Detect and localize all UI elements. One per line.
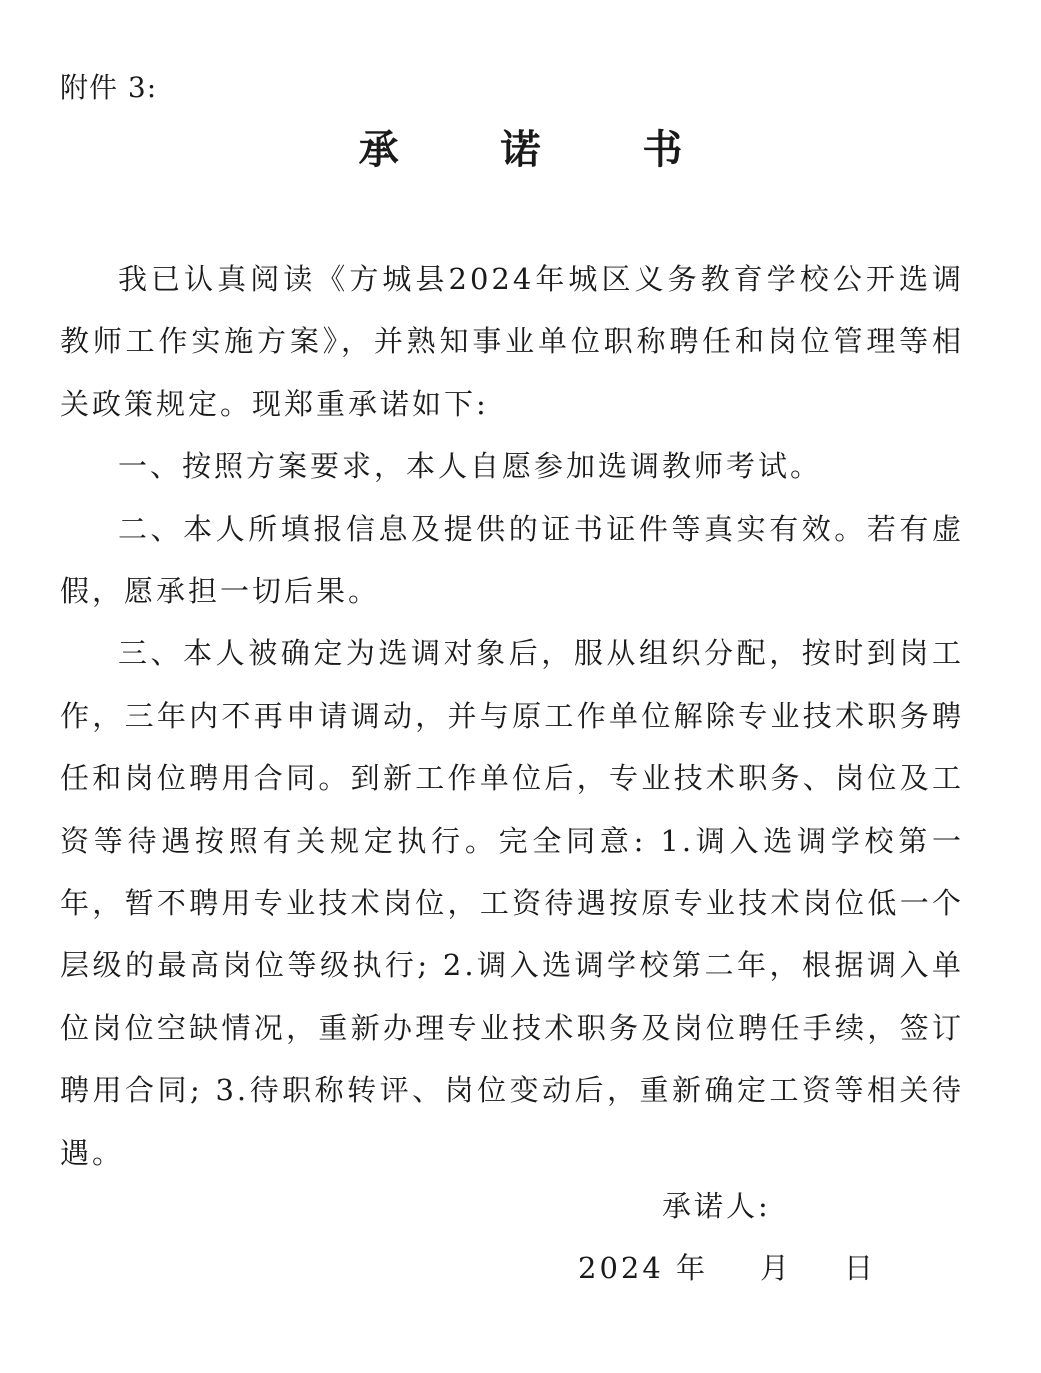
- date-month: 月: [760, 1251, 793, 1285]
- intro-paragraph: 我已认真阅读《方城县2024年城区义务教育学校公开选调教师工作实施方案》，并熟知事业单位职称聘任和岗位管理等相关政策规定。现郑重承诺如下:: [60, 262, 964, 421]
- pledge-item-1: 一、按照方案要求，本人自愿参加选调教师考试。: [118, 449, 823, 484]
- attachment-label: 附件 3:: [60, 71, 158, 104]
- date-day: 日: [844, 1251, 877, 1285]
- pledge-item-3: 三、本人被确定为选调对象后，服从组织分配，按时到岗工作，三年内不再申请调动，并与原工作单位解除专业技术职务聘任和岗位聘用合同。到新工作单位后，专业技术职务、岗位及工资等待遇按照有关规定执行。完全同意: 1.调入选调学校第一年，暂不聘用专业技术岗位，工资待遇按原专业技术岗位低一个层级的最高岗位等级执行; 2.调入选调学校第二年，根据调入单位岗位空缺情况，重新办理专业技术职务及岗位聘任手续，签订聘用合同; 3.待职称转评、岗位变动后，重新确定工资等相关待遇。: [60, 636, 964, 1170]
- date-line: [578, 1244, 876, 1292]
- pledge-item-2: 二、本人所填报信息及提供的证书证件等真实有效。若有虚假，愿承担一切后果。: [60, 511, 964, 609]
- pledge-body: [60, 248, 964, 1184]
- signature-label: 承诺人:: [662, 1189, 771, 1223]
- document-title: 承 诺 书: [358, 127, 727, 173]
- date-year: 2024 年: [578, 1251, 709, 1285]
